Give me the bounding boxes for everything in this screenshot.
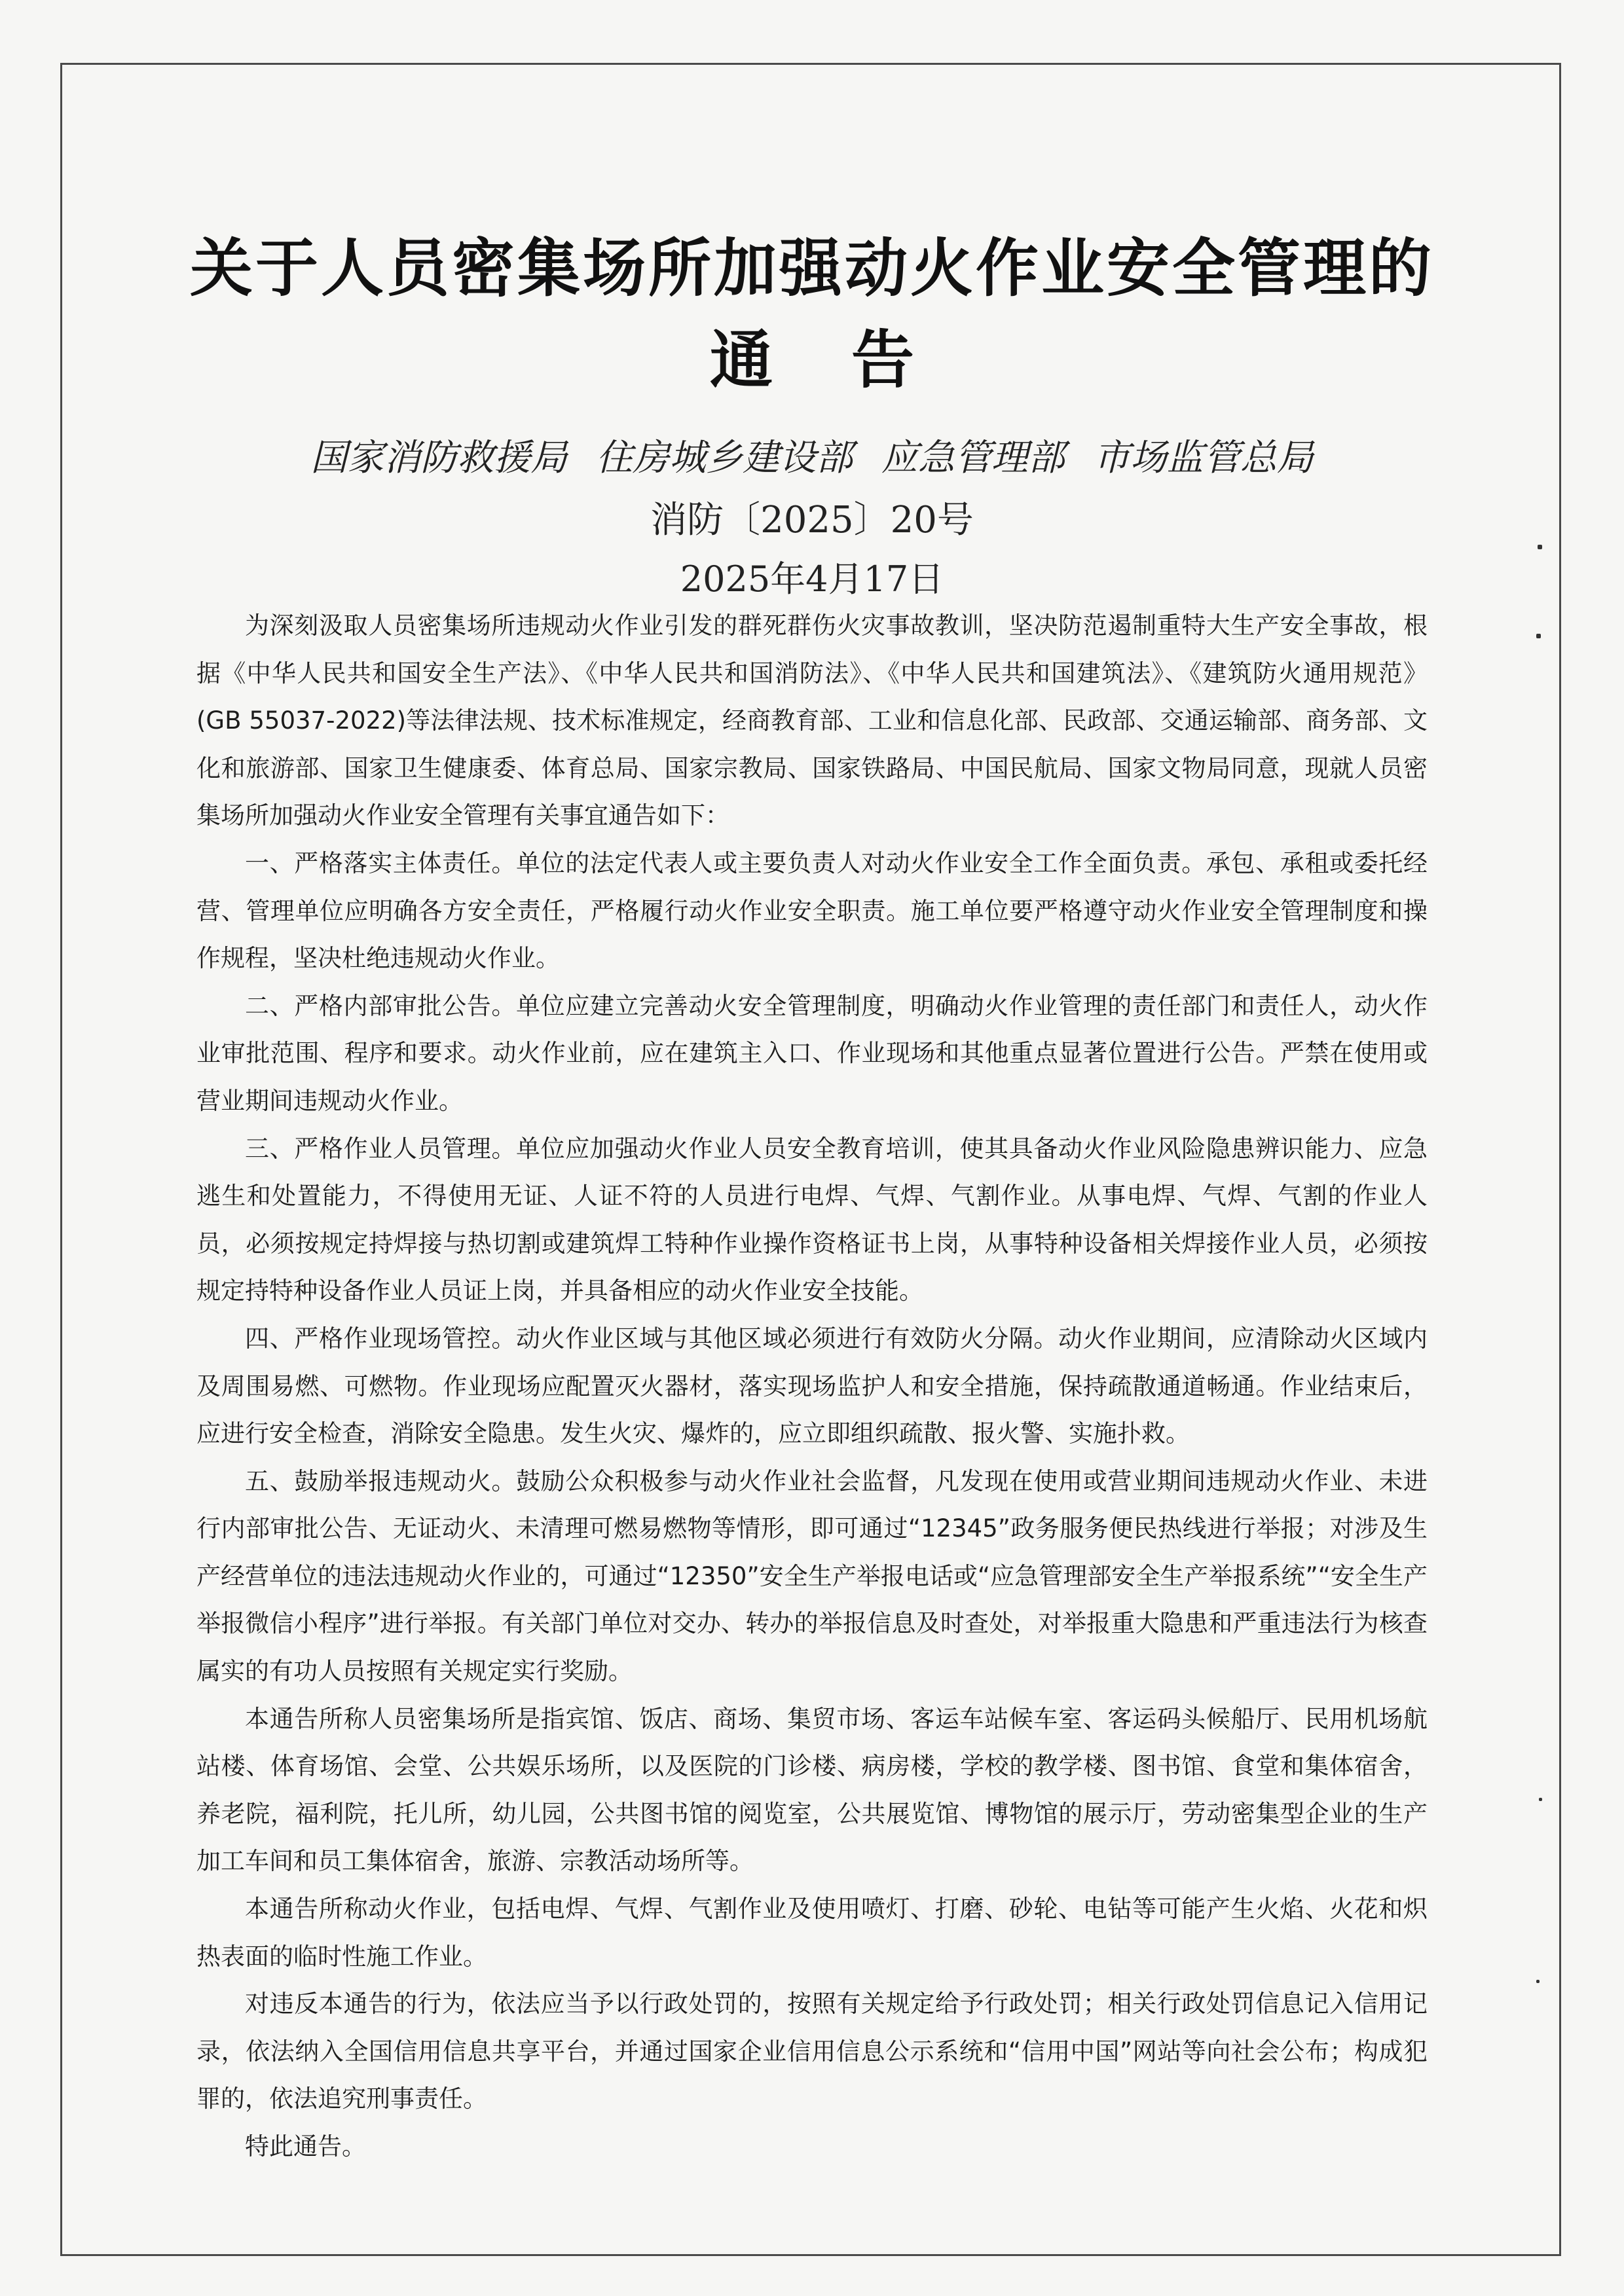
- scan-dot: [1539, 1798, 1542, 1801]
- document-title-line1: 关于人员密集场所加强动火作业安全管理的: [190, 231, 1434, 305]
- document-title-line2: 通告: [710, 323, 993, 397]
- document-number: 消防〔2025〕20号: [650, 499, 974, 541]
- paragraph-item-2: 二、严格内部审批公告。单位应建立完善动火安全管理制度，明确动火作业管理的责任部门和责任人，动火作业审批范围、程序和要求。动火作业前，应在建筑主入口、作业现场和其他重点显著位置进行公告。严禁在使用或营业期间违规动火作业。: [196, 991, 1428, 1115]
- issue-date: 2025年4月17日: [680, 558, 944, 600]
- paragraph-item-3: 三、严格作业人员管理。单位应加强动火作业人员安全教育培训，使其具备动火作业风险隐患辨识能力、应急逃生和处置能力，不得使用无证、人证不符的人员进行电焊、气焊、气割作业。从事电焊、气焊、气割的作业人员，必须按规定持焊接与热切割或建筑焊工特种作业操作资格证书上岗，从事特种设备相关焊接作业人员，必须按规定持特种设备作业人员证上岗，并具备相应的动火作业安全技能。: [196, 1134, 1428, 1305]
- paragraph-intro: 为深刻汲取人员密集场所违规动火作业引发的群死群伤火灾事故教训，坚决防范遏制重特大生产安全事故，根据《中华人民共和国安全生产法》、《中华人民共和国消防法》、《中华人民共和国建筑法》、《建筑防火通用规范》(GB 55037-2022)等法律法规、技术标准规定，经商教育部、工业和信息化部、民政部、交通运输部、商务部、文化和旅游部、国家卫生健康委、体育总局、国家宗教局、国家铁路局、中国民航局、国家文物局同意，现就人员密集场所加强动火作业安全管理有关事宜通告如下：: [196, 611, 1428, 830]
- paragraph-penalties: 对违反本通告的行为，依法应当予以行政处罚的，按照有关规定给予行政处罚；相关行政处罚信息记入信用记录，依法纳入全国信用信息共享平台，并通过国家企业信用信息公示系统和“信用中国”网站等向社会公布；构成犯罪的，依法追究刑事责任。: [196, 1990, 1428, 2113]
- paragraph-item-5: 五、鼓励举报违规动火。鼓励公众积极参与动火作业社会监督，凡发现在使用或营业期间违规动火作业、未进行内部审批公告、无证动火、未清理可燃易燃物等情形，即可通过“12345”政务服务便民热线进行举报；对涉及生产经营单位的违法违规动火作业的，可通过“12350”安全生产举报电话或“应急管理部安全生产举报系统”“安全生产举报微信小程序”进行举报。有关部门单位对交办、转办的举报信息及时查处，对举报重大隐患和严重违法行为核查属实的有功人员按照有关规定实行奖励。: [196, 1467, 1428, 1686]
- paragraph-definition-venues: 本通告所称人员密集场所是指宾馆、饭店、商场、集贸市场、客运车站候车室、客运码头候船厅、民用机场航站楼、体育场馆、会堂、公共娱乐场所，以及医院的门诊楼、病房楼，学校的教学楼、图书馆、食堂和集体宿舍，养老院，福利院，托儿所，幼儿园，公共图书馆的阅览室，公共展览馆、博物馆的展示厅，劳动密集型企业的生产加工车间和员工集体宿舍，旅游、宗教活动场所等。: [196, 1704, 1428, 1876]
- scan-dot: [1538, 545, 1542, 549]
- paragraph-closing: 特此通告。: [245, 2132, 366, 2160]
- paragraph-item-1: 一、严格落实主体责任。单位的法定代表人或主要负责人对动火作业安全工作全面负责。承包、承租或委托经营、管理单位应明确各方安全责任，严格履行动火作业安全职责。施工单位要严格遵守动火作业安全管理制度和操作规程，坚决杜绝违规动火作业。: [196, 848, 1428, 973]
- paragraph-item-4: 四、严格作业现场管控。动火作业区域与其他区域必须进行有效防火分隔。动火作业期间，应清除动火区域内及周围易燃、可燃物。作业现场应配置灭火器材，落实现场监护人和安全措施，保持疏散通道畅通。作业结束后，应进行安全检查，消除安全隐患。发生火灾、爆炸的，应立即组织疏散、报火警、实施扑救。: [196, 1324, 1428, 1448]
- paragraph-definition-hot-work: 本通告所称动火作业，包括电焊、气焊、气割作业及使用喷灯、打磨、砂轮、电钻等可能产生火焰、火花和炽热表面的临时性施工作业。: [196, 1895, 1428, 1971]
- scan-dot: [1536, 634, 1541, 638]
- header-block: [0, 223, 1624, 609]
- issuing-agencies: 国家消防救援局 住房城乡建设部 应急管理部 市场监管总局: [310, 437, 1314, 479]
- document-body: [196, 602, 1428, 2171]
- scan-dot: [1536, 1980, 1540, 1983]
